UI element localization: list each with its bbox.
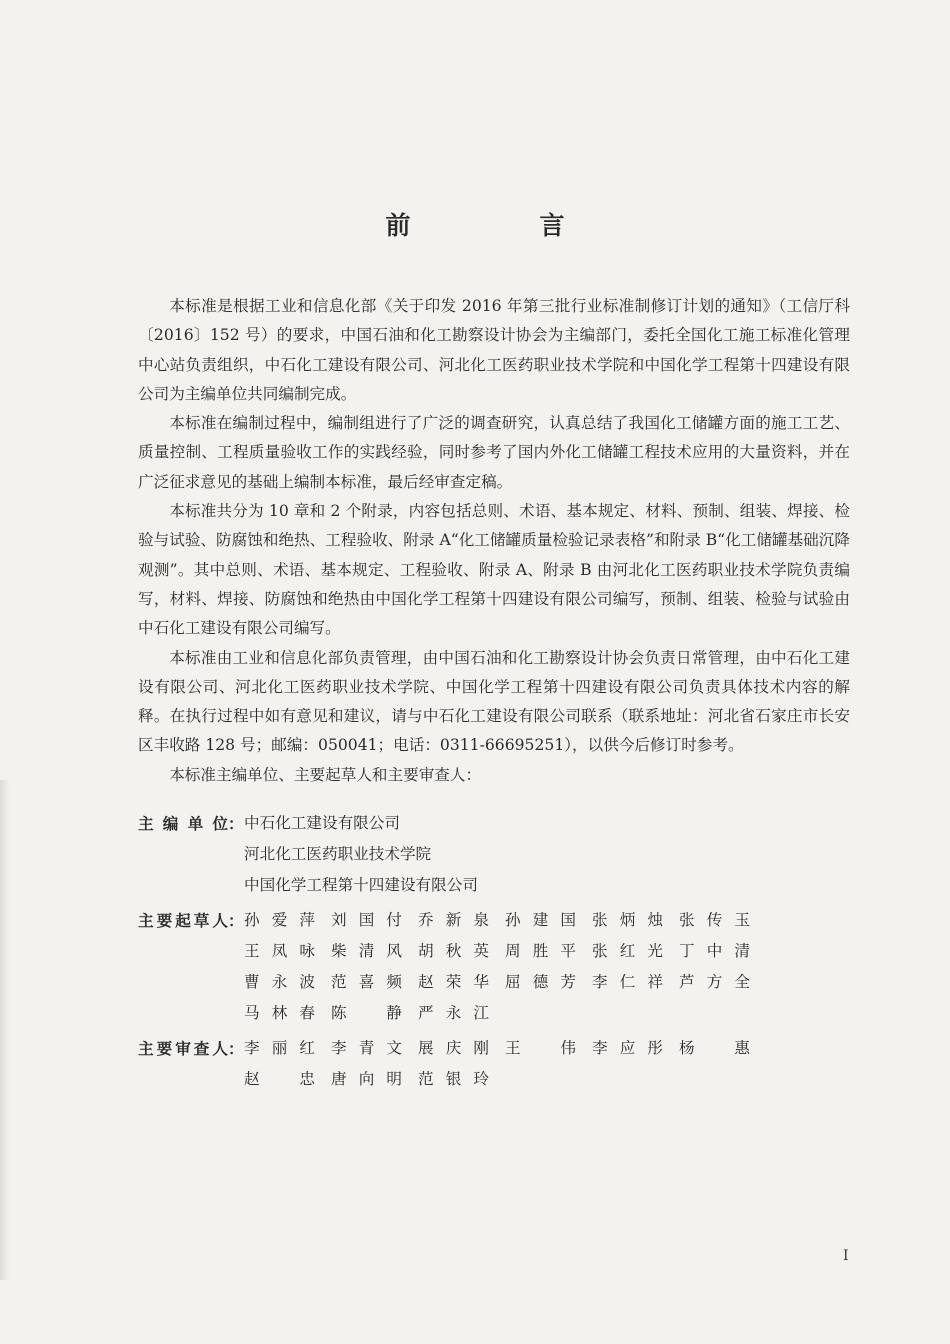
- person-name: 刘国付: [331, 911, 402, 929]
- person-name: 胡秋英: [418, 942, 489, 960]
- person-name: 张传玉: [679, 911, 750, 929]
- page-title: 前 言: [385, 211, 617, 240]
- preface-body: [138, 292, 850, 790]
- person-name: 赵荣华: [418, 973, 489, 991]
- person-name: 孙建国: [505, 911, 576, 929]
- paragraph-1: 本标准是根据工业和信息化部《关于印发 2016 年第三批行业标准制修订计划的通知》（工信厅科〔2016〕152 号）的要求，中国石油和化工勘察设计协会为主编部门，委托全国化工施工标准化管理中心站负责组织，中石化工建设有限公司、河北化工医药职业技术学院和中国化学工程第十四建设有限公司为主编单位共同编制完成。: [138, 297, 850, 403]
- reviewers-names: [244, 1033, 850, 1095]
- reviewers-label: 主要审查人：: [138, 1039, 244, 1058]
- person-name: 李应彤: [592, 1039, 663, 1057]
- person-name: 李仁祥: [592, 973, 663, 991]
- paragraph-4: 本标准由工业和信息化部负责管理，由中国石油和化工勘察设计协会负责日常管理，由中石化工建设有限公司、河北化工医药职业技术学院、中国化学工程第十四建设有限公司负责具体技术内容的解释。在执行过程中如有意见和建议，请与中石化工建设有限公司联系（联系地址：河北省石家庄市长安区丰收路 128 号；邮编：050041；电话：0311-66695251），以供今后修订时参考。: [138, 648, 850, 755]
- reviewers-block: [138, 1033, 850, 1095]
- person-name: 芦方全: [679, 973, 750, 991]
- editor-unit: 中石化工建设有限公司: [244, 814, 400, 832]
- paragraph-5: 本标准主编单位、主要起草人和主要审查人：: [169, 765, 482, 784]
- person-name: 孙爱萍: [244, 911, 315, 929]
- editor-units-label: 主编单位：: [138, 814, 244, 833]
- person-name: 王凤咏: [244, 942, 315, 960]
- person-name: 王 伟: [505, 1039, 576, 1057]
- drafters-block: [138, 905, 850, 1029]
- person-name: 周胜平: [505, 942, 576, 960]
- person-name: 丁中清: [679, 942, 750, 960]
- drafters-label: 主要起草人：: [138, 911, 244, 930]
- person-name: 马林春: [244, 1004, 315, 1022]
- person-name: 李丽红: [244, 1039, 315, 1057]
- person-name: 杨 惠: [679, 1039, 750, 1057]
- person-name: 陈 静: [331, 1004, 402, 1022]
- scan-edge-shadow: [0, 780, 10, 1280]
- paragraph-3: 本标准共分为 10 章和 2 个附录，内容包括总则、术语、基本规定、材料、预制、组装、焊接、检验与试验、防腐蚀和绝热、工程验收、附录 A“化工储罐质量检验记录表格”和附录 B“化工储罐基础沉降观测”。其中总则、术语、基本规定、工程验收、附录 A、附录 B 由河北化工医药职业技术学院负责编写，材料、焊接、防腐蚀和绝热由中国化学工程第十四建设有限公司编写，预制、组装、检验与试验由中石化工建设有限公司编写。: [138, 502, 850, 638]
- person-name: 范银玲: [418, 1070, 489, 1088]
- person-name: 屈德芳: [505, 973, 576, 991]
- drafters-names: [244, 905, 850, 1029]
- person-name: 张炳烛: [592, 911, 663, 929]
- person-name: 赵 忠: [244, 1070, 315, 1088]
- editor-units-list: [244, 808, 850, 901]
- staff-list: [138, 808, 850, 1095]
- person-name: 曹永波: [244, 973, 315, 991]
- person-name: 柴清风: [331, 942, 402, 960]
- editor-unit: 中国化学工程第十四建设有限公司: [244, 876, 478, 894]
- person-name: 张红光: [592, 942, 663, 960]
- person-name: 展庆刚: [418, 1039, 489, 1057]
- person-name: 唐向明: [331, 1070, 402, 1088]
- editor-units-block: [138, 808, 850, 901]
- editor-unit: 河北化工医药职业技术学院: [244, 845, 432, 863]
- person-name: 李青文: [331, 1039, 402, 1057]
- person-name: 乔新泉: [418, 911, 489, 929]
- paragraph-2: 本标准在编制过程中，编制组进行了广泛的调查研究，认真总结了我国化工储罐方面的施工工艺、质量控制、工程质量验收工作的实践经验，同时参考了国内外化工储罐工程技术应用的大量资料，并在广泛征求意见的基础上编制本标准，最后经审查定稿。: [138, 414, 850, 491]
- person-name: 范喜频: [331, 973, 402, 991]
- page-number: I: [843, 1248, 849, 1264]
- person-name: 严永江: [418, 1004, 489, 1022]
